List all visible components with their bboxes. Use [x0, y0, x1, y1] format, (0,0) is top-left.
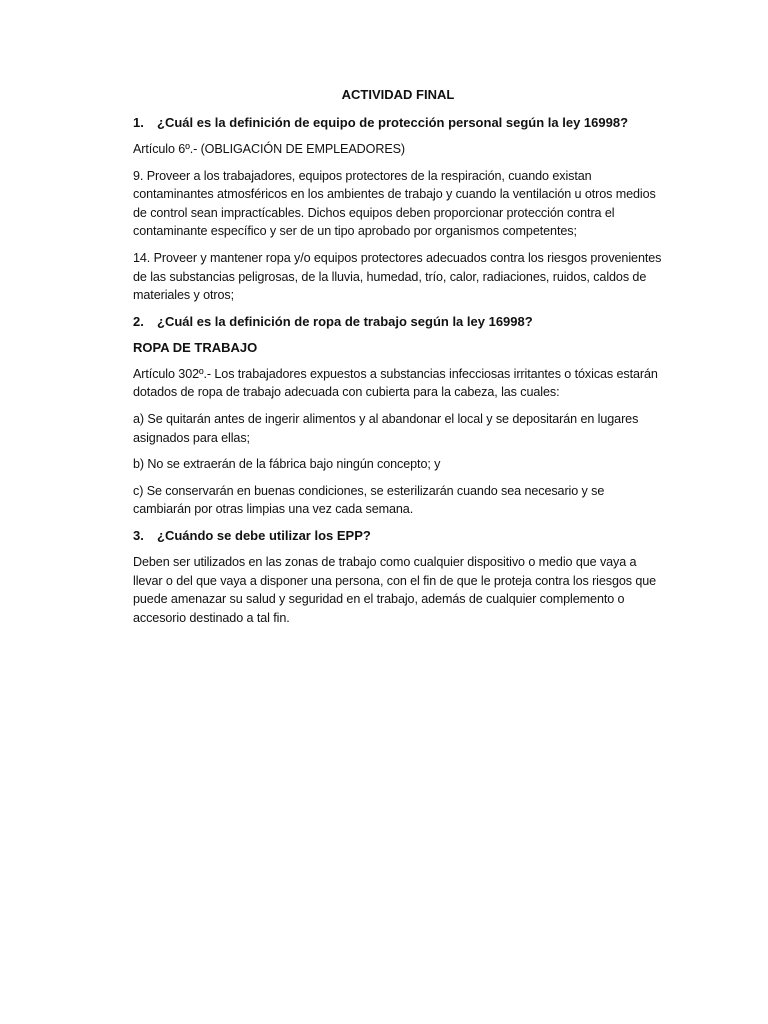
article-302-paragraph: Artículo 302º.- Los trabajadores expuestos a substancias infecciosas irritantes o tóxicas estarán dotados de ropa de trabajo adecuada con cubierta para la cabeza, las cuales:: [133, 366, 658, 400]
answer-3-paragraph: Deben ser utilizados en las zonas de trabajo como cualquier dispositivo o medio que vaya a llevar o del que vaya a disponer una persona, con el fin de que le proteja contra los riesgos que puede amenazar su salud y seguridad en el trabajo, además de cualquier complemento o accesorio destinado a tal fin.: [133, 554, 657, 625]
question-2: [133, 313, 663, 331]
question-1: [133, 114, 663, 132]
item-b-paragraph: b) No se extraerán de la fábrica bajo ningún concepto; y: [133, 457, 441, 472]
question-1-text: ¿Cuál es la definición de equipo de protección personal según la ley 16998?: [157, 115, 629, 130]
question-3: [133, 527, 663, 545]
question-3-text: ¿Cuándo se debe utilizar los EPP?: [157, 527, 371, 543]
item-c-paragraph: c) Se conservarán en buenas condiciones, se esterilizarán cuando sea necesario y se cambiarán por otras limpias una vez cada semana.: [133, 483, 605, 517]
document-title: ACTIVIDAD FINAL: [341, 87, 455, 102]
question-1-number: 1.: [133, 115, 144, 130]
question-3-number: 3.: [133, 527, 144, 543]
question-2-text: ¿Cuál es la definición de ropa de trabajo según la ley 16998?: [157, 313, 533, 329]
item-9-paragraph: 9. Proveer a los trabajadores, equipos protectores de la respiración, cuando existan contaminantes atmosféricos en los ambientes de trabajo y cuando la ventilación u otros medios de control sean impractícables. Dichos equipos deben proporcionar protección contra el contaminante específico y ser de un tipo aprobado por organismos competentes;: [133, 168, 656, 239]
question-2-number: 2.: [133, 313, 144, 329]
document-page: [133, 86, 663, 635]
article-6-heading: Artículo 6º.- (OBLIGACIÓN DE EMPLEADORES): [133, 142, 406, 156]
item-a-paragraph: a) Se quitarán antes de ingerir alimentos y al abandonar el local y se depositarán en lugares asignados para ellas;: [133, 411, 639, 445]
item-14-paragraph: 14. Proveer y mantener ropa y/o equipos protectores adecuados contra los riesgos provenientes de las substancias peligrosas, de la lluvia, humedad, trío, calor, radiaciones, ruidos, caldos de materiales y otros;: [133, 250, 662, 303]
ropa-de-trabajo-heading: ROPA DE TRABAJO: [133, 339, 258, 355]
